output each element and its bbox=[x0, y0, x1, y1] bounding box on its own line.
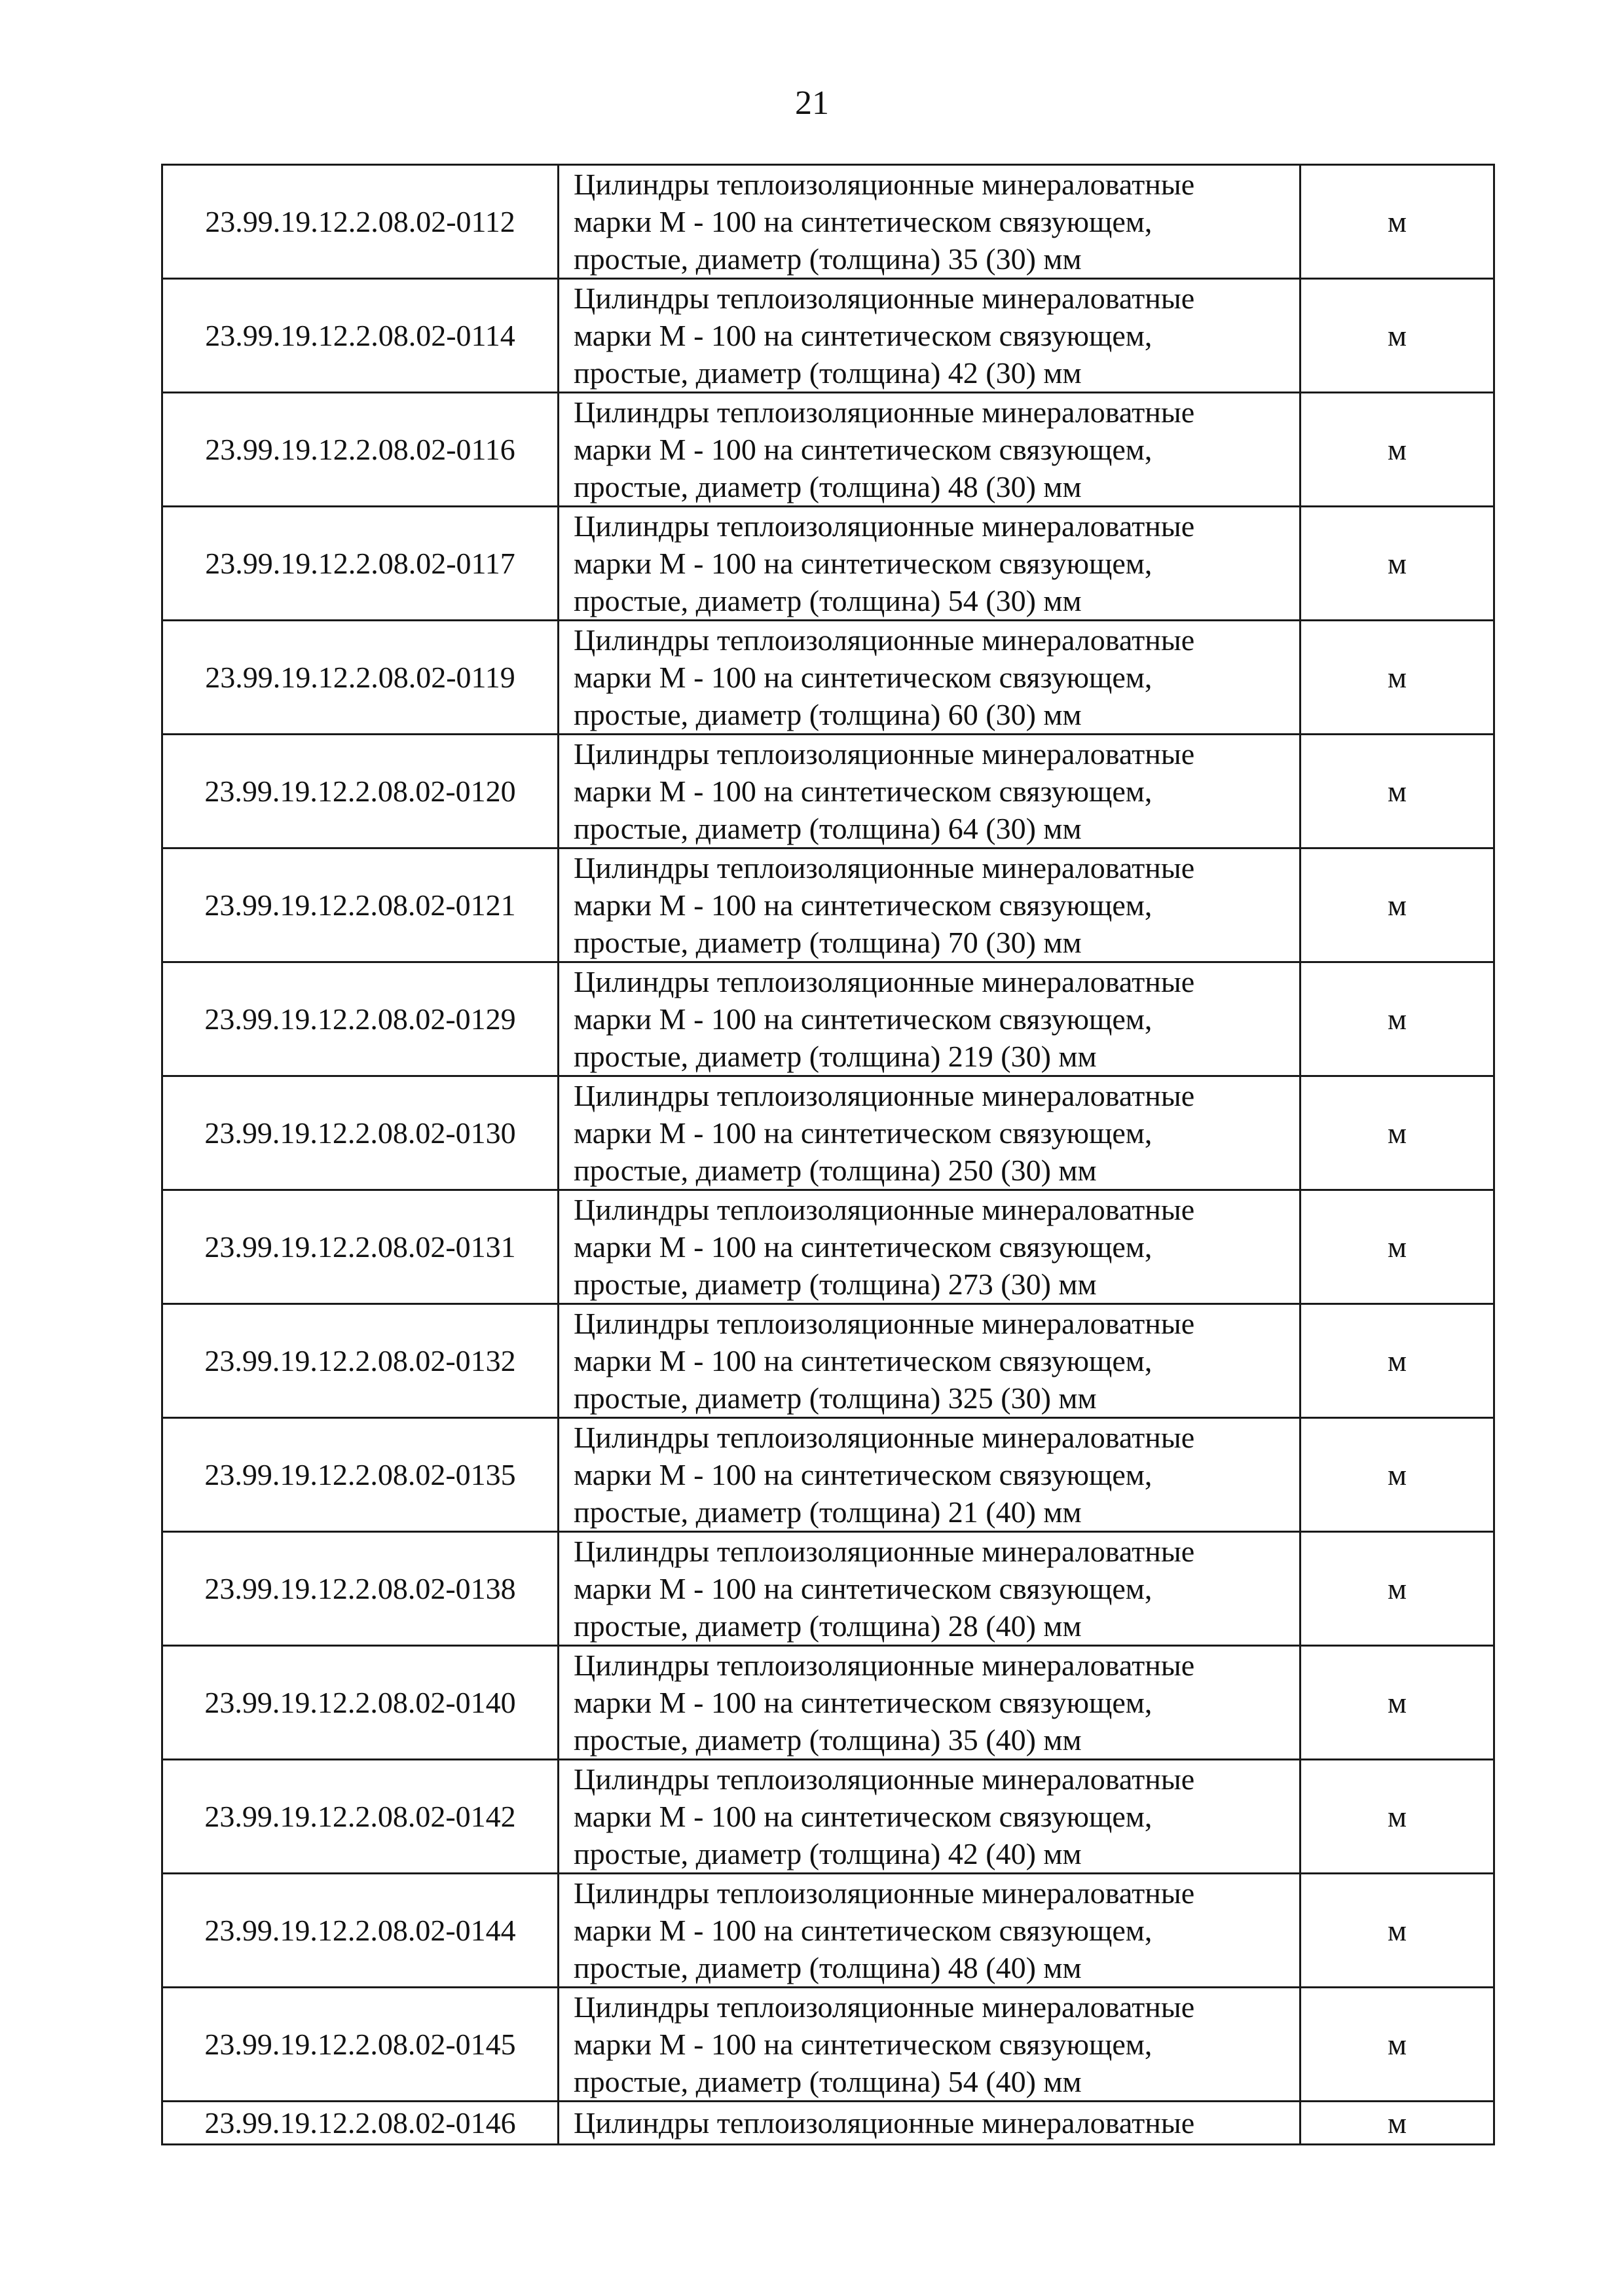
name-line: Цилиндры теплоизоляционные минераловатные bbox=[574, 623, 1195, 657]
item-name bbox=[559, 621, 1301, 735]
name-line: марки М - 100 на синтетическом связующем, bbox=[574, 319, 1153, 352]
name-line: Цилиндры теплоизоляционные минераловатные bbox=[574, 2106, 1195, 2140]
item-name bbox=[559, 1988, 1301, 2102]
name-line: марки М - 100 на синтетическом связующем, bbox=[574, 2028, 1153, 2061]
item-name bbox=[559, 735, 1301, 848]
item-name bbox=[559, 279, 1301, 393]
item-name bbox=[559, 1418, 1301, 1532]
name-line: марки М - 100 на синтетическом связующем, bbox=[574, 1458, 1153, 1491]
name-line: марки М - 100 на синтетическом связующем, bbox=[574, 1002, 1153, 1036]
name-line: марки М - 100 на синтетическом связующем, bbox=[574, 1572, 1153, 1605]
item-code: 23.99.19.12.2.08.02-0144 bbox=[162, 1874, 559, 1988]
item-code: 23.99.19.12.2.08.02-0116 bbox=[162, 393, 559, 507]
item-name bbox=[559, 848, 1301, 962]
name-line: Цилиндры теплоизоляционные минераловатные bbox=[574, 1193, 1195, 1226]
item-unit: м bbox=[1301, 1418, 1494, 1532]
name-line: марки М - 100 на синтетическом связующем, bbox=[574, 774, 1153, 808]
name-line: Цилиндры теплоизоляционные минераловатные bbox=[574, 1307, 1195, 1340]
table-row bbox=[162, 165, 1494, 279]
name-line: простые, диаметр (толщина) 70 (30) мм bbox=[574, 926, 1082, 959]
item-code: 23.99.19.12.2.08.02-0140 bbox=[162, 1646, 559, 1760]
name-line: Цилиндры теплоизоляционные минераловатные bbox=[574, 168, 1195, 201]
name-line: простые, диаметр (толщина) 219 (30) мм bbox=[574, 1040, 1097, 1073]
name-line: простые, диаметр (толщина) 35 (40) мм bbox=[574, 1723, 1082, 1757]
item-unit: м bbox=[1301, 1760, 1494, 1874]
table-row bbox=[162, 507, 1494, 621]
item-code: 23.99.19.12.2.08.02-0119 bbox=[162, 621, 559, 735]
item-code: 23.99.19.12.2.08.02-0131 bbox=[162, 1190, 559, 1304]
item-unit: м bbox=[1301, 1190, 1494, 1304]
item-name bbox=[559, 1532, 1301, 1646]
table-row bbox=[162, 735, 1494, 848]
item-name bbox=[559, 165, 1301, 279]
name-line: простые, диаметр (толщина) 273 (30) мм bbox=[574, 1267, 1097, 1301]
item-code: 23.99.19.12.2.08.02-0146 bbox=[162, 2102, 559, 2145]
name-line: простые, диаметр (толщина) 54 (30) мм bbox=[574, 584, 1082, 617]
item-code: 23.99.19.12.2.08.02-0138 bbox=[162, 1532, 559, 1646]
name-line: Цилиндры теплоизоляционные минераловатные bbox=[574, 1990, 1195, 2024]
table-row bbox=[162, 1304, 1494, 1418]
table-row bbox=[162, 621, 1494, 735]
name-line: простые, диаметр (толщина) 54 (40) мм bbox=[574, 2065, 1082, 2098]
name-line: марки М - 100 на синтетическом связующем, bbox=[574, 1230, 1153, 1264]
item-code: 23.99.19.12.2.08.02-0120 bbox=[162, 735, 559, 848]
item-unit: м bbox=[1301, 1076, 1494, 1190]
item-name bbox=[559, 1874, 1301, 1988]
name-line: марки М - 100 на синтетическом связующем, bbox=[574, 1686, 1153, 1719]
materials-table bbox=[161, 164, 1495, 2145]
item-code: 23.99.19.12.2.08.02-0112 bbox=[162, 165, 559, 279]
item-unit: м bbox=[1301, 1874, 1494, 1988]
item-unit: м bbox=[1301, 393, 1494, 507]
item-unit: м bbox=[1301, 848, 1494, 962]
item-unit: м bbox=[1301, 735, 1494, 848]
item-code: 23.99.19.12.2.08.02-0145 bbox=[162, 1988, 559, 2102]
name-line: простые, диаметр (толщина) 35 (30) мм bbox=[574, 242, 1082, 276]
table-row bbox=[162, 2102, 1494, 2145]
table-row bbox=[162, 1988, 1494, 2102]
name-line: марки М - 100 на синтетическом связующем, bbox=[574, 1116, 1153, 1150]
name-line: Цилиндры теплоизоляционные минераловатные bbox=[574, 1535, 1195, 1568]
item-name bbox=[559, 393, 1301, 507]
table-row bbox=[162, 279, 1494, 393]
item-unit: м bbox=[1301, 1304, 1494, 1418]
table-row bbox=[162, 1532, 1494, 1646]
item-code: 23.99.19.12.2.08.02-0135 bbox=[162, 1418, 559, 1532]
item-unit: м bbox=[1301, 165, 1494, 279]
item-unit: м bbox=[1301, 1988, 1494, 2102]
item-code: 23.99.19.12.2.08.02-0142 bbox=[162, 1760, 559, 1874]
name-line: Цилиндры теплоизоляционные минераловатные bbox=[574, 509, 1195, 543]
item-code: 23.99.19.12.2.08.02-0114 bbox=[162, 279, 559, 393]
name-line: простые, диаметр (толщина) 60 (30) мм bbox=[574, 698, 1082, 731]
name-line: Цилиндры теплоизоляционные минераловатные bbox=[574, 965, 1195, 998]
item-name bbox=[559, 1076, 1301, 1190]
table-row bbox=[162, 393, 1494, 507]
item-name bbox=[559, 1190, 1301, 1304]
item-code: 23.99.19.12.2.08.02-0129 bbox=[162, 962, 559, 1076]
name-line: марки М - 100 на синтетическом связующем, bbox=[574, 1914, 1153, 1947]
name-line: марки М - 100 на синтетическом связующем, bbox=[574, 547, 1153, 580]
item-code: 23.99.19.12.2.08.02-0132 bbox=[162, 1304, 559, 1418]
name-line: Цилиндры теплоизоляционные минераловатные bbox=[574, 737, 1195, 771]
table-row bbox=[162, 1076, 1494, 1190]
table-row bbox=[162, 1760, 1494, 1874]
name-line: Цилиндры теплоизоляционные минераловатные bbox=[574, 1421, 1195, 1454]
page-number: 21 bbox=[795, 84, 829, 122]
item-unit: м bbox=[1301, 1646, 1494, 1760]
name-line: Цилиндры теплоизоляционные минераловатные bbox=[574, 1079, 1195, 1112]
name-line: Цилиндры теплоизоляционные минераловатные bbox=[574, 851, 1195, 884]
item-name bbox=[559, 962, 1301, 1076]
name-line: простые, диаметр (толщина) 42 (30) мм bbox=[574, 356, 1082, 390]
name-line: простые, диаметр (толщина) 250 (30) мм bbox=[574, 1154, 1097, 1187]
name-line: простые, диаметр (толщина) 325 (30) мм bbox=[574, 1381, 1097, 1415]
name-line: Цилиндры теплоизоляционные минераловатные bbox=[574, 395, 1195, 429]
name-line: простые, диаметр (толщина) 48 (40) мм bbox=[574, 1951, 1082, 1984]
table-row bbox=[162, 1646, 1494, 1760]
name-line: Цилиндры теплоизоляционные минераловатные bbox=[574, 282, 1195, 315]
table-row bbox=[162, 1874, 1494, 1988]
item-code: 23.99.19.12.2.08.02-0117 bbox=[162, 507, 559, 621]
name-line: марки М - 100 на синтетическом связующем, bbox=[574, 205, 1153, 238]
item-unit: м bbox=[1301, 962, 1494, 1076]
item-unit: м bbox=[1301, 2102, 1494, 2145]
table-row bbox=[162, 848, 1494, 962]
item-unit: м bbox=[1301, 279, 1494, 393]
table-row bbox=[162, 1418, 1494, 1532]
name-line: марки М - 100 на синтетическом связующем, bbox=[574, 433, 1153, 466]
item-name bbox=[559, 2102, 1301, 2145]
name-line: марки М - 100 на синтетическом связующем, bbox=[574, 1800, 1153, 1833]
table-body bbox=[162, 165, 1494, 2145]
item-unit: м bbox=[1301, 507, 1494, 621]
name-line: простые, диаметр (толщина) 42 (40) мм bbox=[574, 1837, 1082, 1870]
name-line: марки М - 100 на синтетическом связующем, bbox=[574, 1344, 1153, 1377]
name-line: простые, диаметр (толщина) 21 (40) мм bbox=[574, 1495, 1082, 1529]
table-row bbox=[162, 1190, 1494, 1304]
name-line: марки М - 100 на синтетическом связующем, bbox=[574, 888, 1153, 922]
item-unit: м bbox=[1301, 621, 1494, 735]
name-line: Цилиндры теплоизоляционные минераловатные bbox=[574, 1876, 1195, 1910]
item-name bbox=[559, 1760, 1301, 1874]
item-unit: м bbox=[1301, 1532, 1494, 1646]
table-row bbox=[162, 962, 1494, 1076]
name-line: марки М - 100 на синтетическом связующем, bbox=[574, 661, 1153, 694]
item-code: 23.99.19.12.2.08.02-0130 bbox=[162, 1076, 559, 1190]
item-name bbox=[559, 507, 1301, 621]
name-line: простые, диаметр (толщина) 64 (30) мм bbox=[574, 812, 1082, 845]
item-code: 23.99.19.12.2.08.02-0121 bbox=[162, 848, 559, 962]
name-line: Цилиндры теплоизоляционные минераловатные bbox=[574, 1649, 1195, 1682]
item-name bbox=[559, 1304, 1301, 1418]
item-name bbox=[559, 1646, 1301, 1760]
name-line: простые, диаметр (толщина) 48 (30) мм bbox=[574, 470, 1082, 503]
name-line: Цилиндры теплоизоляционные минераловатные bbox=[574, 1762, 1195, 1796]
name-line: простые, диаметр (толщина) 28 (40) мм bbox=[574, 1609, 1082, 1643]
